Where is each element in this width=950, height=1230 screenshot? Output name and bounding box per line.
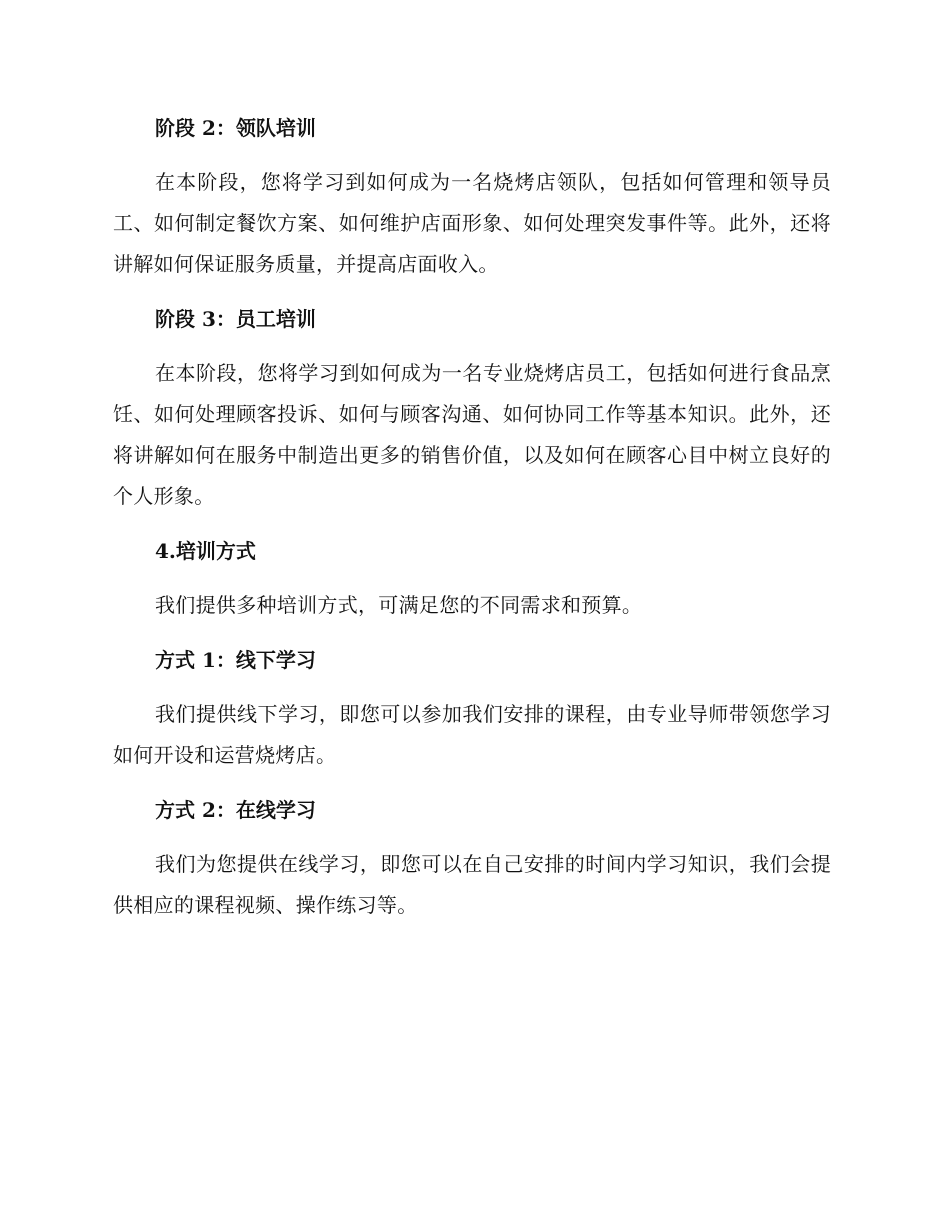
paragraph-training-methods: 我们提供多种培训方式，可满足您的不同需求和预算。 <box>155 593 643 617</box>
paragraph-method-2: 我们为您提供在线学习，即您可以在自己安排的时间内学习知识，我们会提供相应的课程视频、操作练习等。 <box>113 852 831 917</box>
document-body <box>113 108 831 926</box>
section-heading-method-2: 方式 2：在线学习 <box>155 798 316 822</box>
paragraph-stage-3: 在本阶段，您将学习到如何成为一名专业烧烤店员工，包括如何进行食品烹饪、如何处理顾客投诉、如何与顾客沟通、如何协同工作等基本知识。此外，还将讲解如何在服务中制造出更多的销售价值，以及如何在顾客心目中树立良好的个人形象。 <box>113 361 831 508</box>
section-heading-stage-3: 阶段 3：员工培训 <box>155 307 316 331</box>
paragraph-method-1: 我们提供线下学习，即您可以参加我们安排的课程，由专业导师带领您学习如何开设和运营烧烤店。 <box>113 702 831 767</box>
section-heading-method-1: 方式 1：线下学习 <box>155 648 316 672</box>
section-heading-training-methods: 4.培训方式 <box>155 539 256 563</box>
paragraph-stage-2: 在本阶段，您将学习到如何成为一名烧烤店领队，包括如何管理和领导员工、如何制定餐饮方案、如何维护店面形象、如何处理突发事件等。此外，还将讲解如何保证服务质量，并提高店面收入。 <box>113 170 831 276</box>
section-heading-stage-2: 阶段 2：领队培训 <box>155 116 316 140</box>
